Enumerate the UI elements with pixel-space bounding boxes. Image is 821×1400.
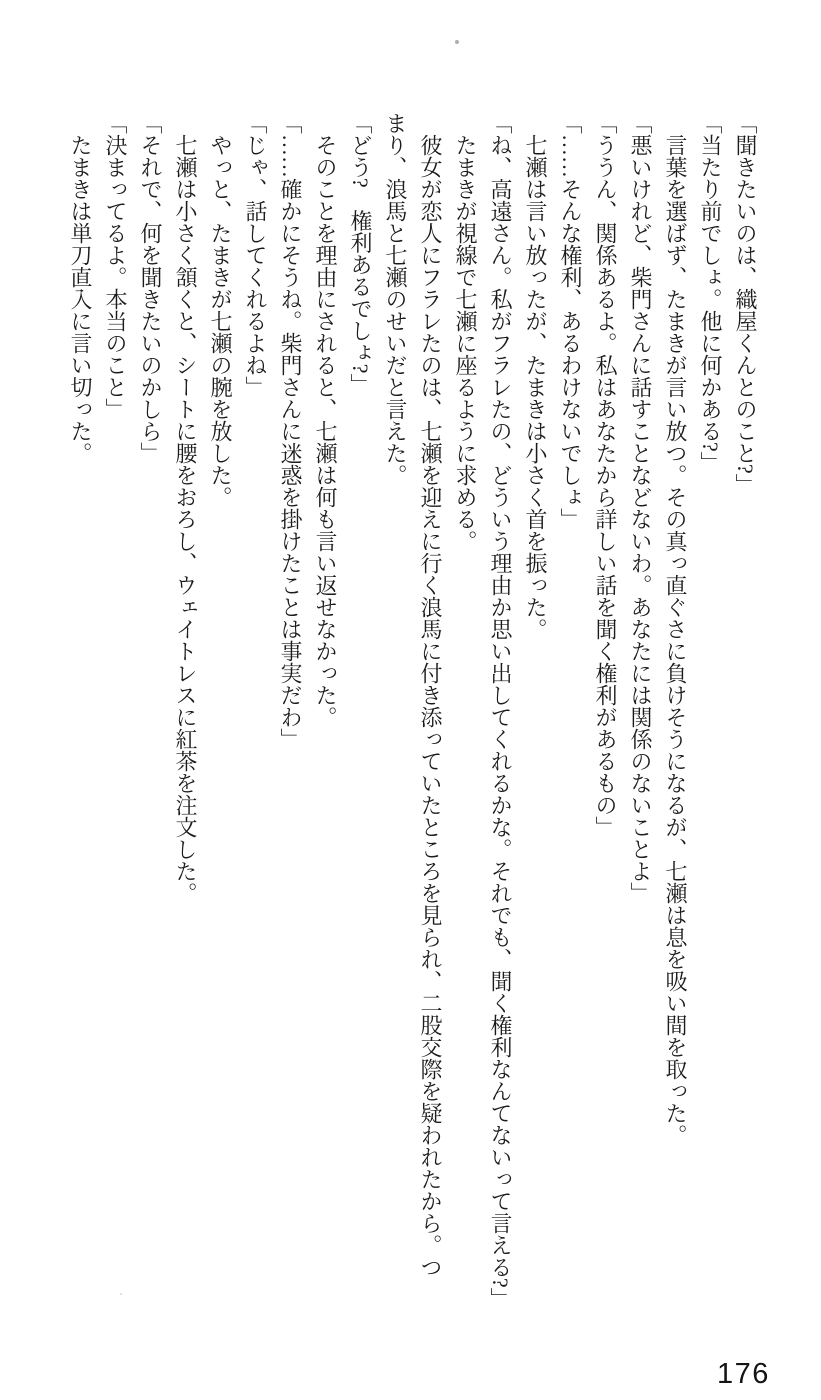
text-line: 「どう? 権利あるでしょ?」 (348, 112, 373, 396)
text-line: 「……そんな権利、あるわけないでしょ」 (558, 112, 583, 530)
text-line: まり、浪馬と七瀬のせいだと言えた。 (383, 112, 408, 486)
text-line: 彼女が恋人にフラレたのは、七瀬を迎えに行く浪馬に付き添っていたところを見られ、二股交際を疑われたから。つ (418, 112, 443, 1278)
text-line: 「悪いけれど、柴門さんに話すことなどないわ。あなたには関係のないことよ」 (628, 112, 653, 904)
text-line: 「ね、高遠さん。私がフラレたの、どういう理由か思い出してくれるかな。それでも、聞く権利なんてないって言える?」 (488, 112, 513, 1310)
scan-speck (120, 1293, 122, 1295)
page-text (63, 112, 763, 1342)
text-line: 「決まってるよ。本当のこと」 (103, 112, 128, 420)
text-line: やっと、たまきが七瀬の腕を放した。 (208, 112, 233, 508)
page-number: 176 (717, 1358, 770, 1390)
text-line: 「じゃ、話してくれるよね」 (243, 112, 268, 398)
text-line: 七瀬は小さく頷くと、シートに腰をおろし、ウェイトレスに紅茶を注文した。 (173, 112, 198, 904)
text-line: 「それで、何を聞きたいのかしら」 (138, 112, 163, 464)
text-line: 「ううん、関係あるよ。私はあなたから詳しい話を聞く権利があるもの」 (593, 112, 618, 838)
scan-speck (455, 40, 459, 44)
text-line: 言葉を選ばず、たまきが言い放つ。その真っ直ぐさに負けそうになるが、七瀬は息を吸い間を取った。 (663, 112, 688, 1146)
text-line: 「……確かにそうね。柴門さんに迷惑を掛けたことは事実だわ」 (278, 112, 303, 750)
text-line: 七瀬は言い放ったが、たまきは小さく首を振った。 (523, 112, 548, 640)
text-line: たまきが視線で七瀬に座るように求める。 (453, 112, 478, 552)
text-line: 「聞きたいのは、織屋くんとのこと?」 (733, 112, 758, 496)
text-line: たまきは単刀直入に言い切った。 (68, 112, 93, 464)
text-line: そのことを理由にされると、七瀬は何も言い返せなかった。 (313, 112, 338, 728)
text-line: 「当たり前でしょ。他に何かある?」 (698, 112, 723, 474)
